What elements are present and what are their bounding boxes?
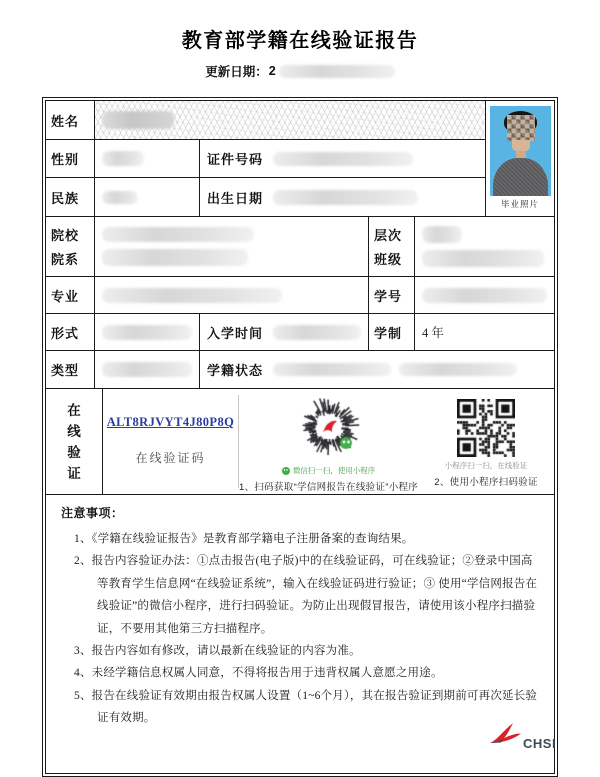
name-label-cell [46,101,94,139]
student-no-label-cell [368,277,414,313]
verification-code-link[interactable]: ALT8RJVYT4J80P8Q [106,415,235,429]
notices-list [74,528,539,730]
name-label: 姓名 [51,113,80,129]
notice-item-2: 2、报告内容验证办法：①点击报告(电子版)中的在线验证码，可在线验证；②登录中国高等教育学生信息网“在线验证系统”，输入在线验证码进行验证；③ 使用“学信网报告在线验证”的微信小程序，进行扫码验证。为防止出现假冒报告，请使用该小程序扫描验证，不要用其他第三方扫描程序。 [74,555,538,635]
type-label-cell [46,351,94,388]
miniapp-square-qr [457,399,515,457]
duration-label: 学制 [374,325,403,341]
institution-labels-cell [46,217,94,276]
duration-label-cell [368,314,414,350]
verification-code-column [103,395,239,488]
update-date-label: 更新日期： [205,65,268,79]
redacted-major [102,288,282,303]
type-value-cell [94,351,199,388]
graduate-photo [490,106,551,196]
redacted-institution [102,227,254,242]
level-values-cell [414,217,554,276]
report-table-inner [45,100,555,774]
level-label: 层次 [374,228,403,244]
major-label-cell [46,277,94,313]
photo-sweater [493,158,548,196]
redacted-birth-date [273,190,418,205]
redacted-update-date [279,65,395,78]
wechat-hint-text: 微信扫一扫，使用小程序 [292,466,376,475]
redacted-id-number [273,152,413,166]
status-cell [199,351,554,388]
form-value-cell [94,314,199,350]
id-number-label: 证件号码 [207,152,264,167]
gender-label: 性别 [51,152,80,167]
verification-label-cell [46,389,102,494]
ethnicity-label-cell [46,178,94,216]
type-label: 类型 [51,363,80,378]
page-title: 教育部学籍在线验证报告 [181,30,419,52]
verification-label: 在线验证 [67,402,81,481]
form-label-cell [46,314,94,350]
major-label: 专业 [51,288,80,304]
notice-item-4: 4、未经学籍信息权属人同意，不得将报告用于违背权属人意愿之用途。 [74,667,443,680]
qr-step1-text: 1、扫码获取“学信网报告在线验证”小程序 [239,482,419,493]
enroll-time-cell [199,314,368,350]
redacted-class [422,250,544,267]
update-date-line [0,62,600,80]
status-label: 学籍状态 [207,363,264,378]
redacted-gender [102,151,144,166]
qr-step2-text: 2、使用小程序扫码验证 [434,477,538,488]
birth-date-label: 出生日期 [207,190,264,206]
photo-caption: 毕业照片 [500,199,539,209]
duration-value: 4 年 [422,326,444,340]
row-major [46,277,554,314]
redacted-level [422,226,462,243]
notices-title: 注意事项： [61,506,124,520]
miniapp-hint-text: 小程序扫一扫，在线验证 [444,461,528,470]
department-label: 院系 [51,251,80,267]
photo-face-mosaic [507,115,535,141]
redacted-name [102,111,174,129]
redacted-ethnicity [102,191,138,204]
update-date-visible-digit: 2 [268,64,276,78]
row-form [46,314,554,351]
miniapp-hint-line [445,460,528,471]
gender-label-cell [46,140,94,177]
chsi-logo-text: CHSI [523,736,557,751]
redacted-enroll-time [273,325,361,340]
wechat-icon [282,467,290,475]
student-no-value-cell [414,277,554,313]
gender-value-cell [94,140,199,177]
notice-item-3: 3、报告内容如有修改，请以最新在线验证的内容为准。 [74,645,361,658]
row-verification [46,389,554,495]
student-no-label: 学号 [374,288,403,304]
verification-content-cell [102,389,554,494]
row-type [46,351,554,389]
chsi-logo [488,721,556,750]
chsi-bird-icon [488,721,522,750]
duration-value-cell [414,314,554,350]
major-value-cell [94,277,368,313]
row-institution [46,217,554,277]
redacted-type [102,362,192,377]
report-table [42,97,558,777]
notices-section [46,495,557,773]
redacted-form [102,325,192,340]
class-label: 班级 [374,251,403,267]
row-name [46,101,554,140]
verification-code-caption: 在线验证码 [135,451,206,465]
institution-label: 院校 [51,228,80,244]
ethnicity-value-cell [94,178,199,216]
row-ethnicity-birth [46,178,554,217]
form-label: 形式 [51,325,80,341]
identity-block [46,101,554,217]
redacted-status-1 [273,363,391,376]
wechat-miniapp-circle-qr [296,396,362,462]
ethnicity-label: 民族 [51,190,80,206]
miniapp-qr-column [418,389,554,494]
wechat-qr-column [239,389,418,494]
redacted-department [102,249,248,266]
wechat-hint-line [282,465,376,476]
photo-cell [485,101,554,216]
redacted-status-2 [399,363,517,376]
notice-item-1: 1、《学籍在线验证报告》是教育部学籍电子注册备案的查询结果。 [74,533,414,545]
row-gender-id [46,140,554,178]
institution-values-cell [94,217,368,276]
enroll-time-label: 入学时间 [207,325,264,341]
level-labels-cell [368,217,414,276]
redacted-student-no [422,288,547,303]
notice-item-5: 5、报告在线验证有效期由报告权属人设置（1~6个月），其在报告验证到期前可再次延长验证有效期。 [74,689,538,725]
